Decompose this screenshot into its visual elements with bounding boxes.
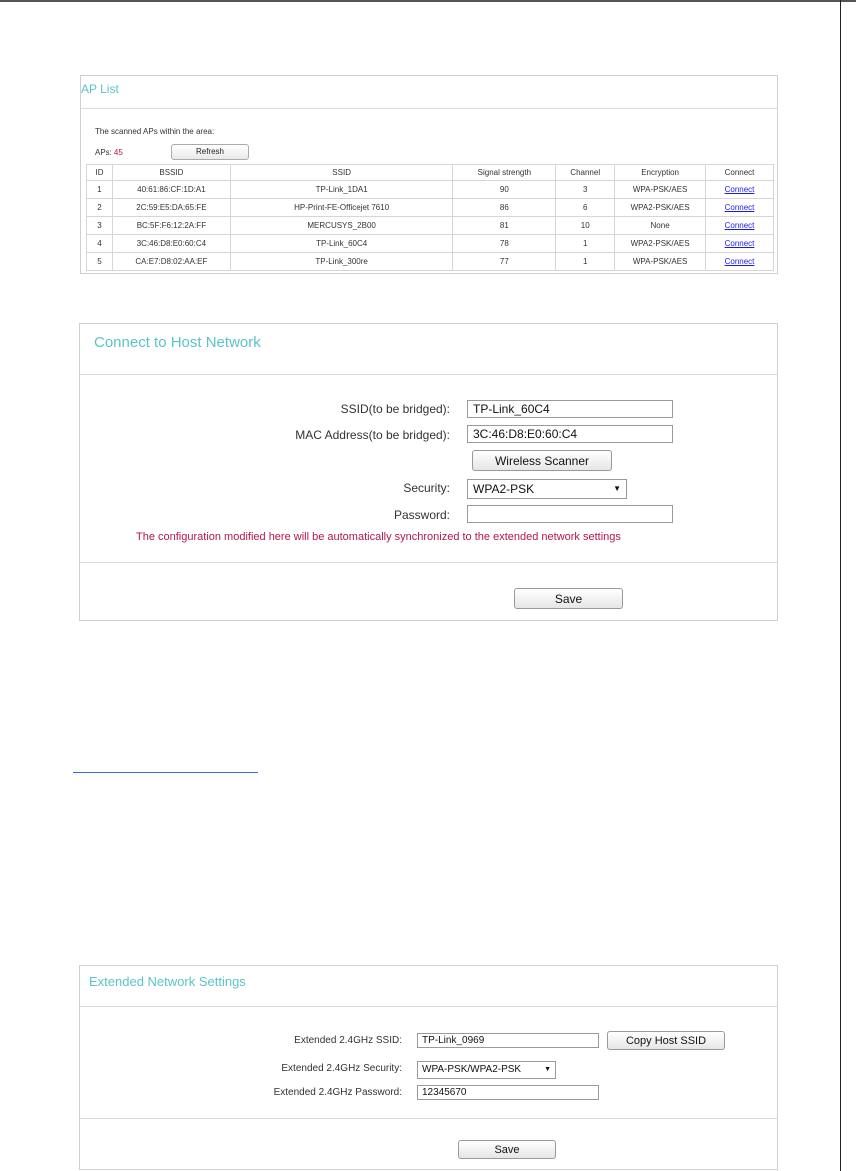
- security-select-value: WPA2-PSK: [473, 482, 535, 496]
- host-network-panel: [79, 323, 778, 621]
- extended-ssid-label: Extended 2.4GHz SSID:: [294, 1035, 402, 1046]
- password-input[interactable]: [467, 505, 673, 523]
- cell-channel: 1: [556, 253, 615, 271]
- extended-network-title: Extended Network Settings: [89, 974, 246, 989]
- cell-encryption: WPA-PSK/AES: [615, 181, 706, 199]
- ap-table: [86, 164, 774, 271]
- ap-list-note: The scanned APs within the area:: [95, 127, 215, 136]
- ap-count-label: APs:: [95, 148, 112, 157]
- cell-encryption: WPA2-PSK/AES: [615, 235, 706, 253]
- cell-channel: 3: [556, 181, 615, 199]
- cell-id: 2: [87, 199, 113, 217]
- sync-warning-text: The configuration modified here will be automatically synchronized to the extended network settings: [136, 531, 621, 543]
- cell-encryption: WPA-PSK/AES: [615, 253, 706, 271]
- table-row: [87, 235, 774, 253]
- cell-signal: 81: [453, 217, 556, 235]
- column-header: SSID: [230, 165, 453, 181]
- cell-signal: 78: [453, 235, 556, 253]
- extended-ssid-input[interactable]: TP-Link_0969: [417, 1033, 599, 1048]
- cell-id: 5: [87, 253, 113, 271]
- host-network-bottom-divider: [80, 562, 777, 563]
- table-row: [87, 199, 774, 217]
- cell-signal: 86: [453, 199, 556, 217]
- save-button[interactable]: Save: [514, 588, 623, 609]
- connect-link[interactable]: Connect: [724, 257, 755, 266]
- document-link-underline: [73, 772, 258, 773]
- refresh-button[interactable]: Refresh: [171, 144, 249, 160]
- cell-channel: 10: [556, 217, 615, 235]
- cell-ssid: MERCUSYS_2B00: [230, 217, 453, 235]
- connect-link[interactable]: Connect: [724, 185, 755, 194]
- cell-bssid: 3C:46:D8:E0:60:C4: [112, 235, 230, 253]
- table-row: [87, 181, 774, 199]
- cell-connect: [706, 199, 774, 217]
- connect-link[interactable]: Connect: [724, 239, 755, 248]
- cell-id: 1: [87, 181, 113, 199]
- ssid-input[interactable]: TP-Link_60C4: [467, 400, 673, 418]
- cell-id: 3: [87, 217, 113, 235]
- wireless-scanner-button[interactable]: Wireless Scanner: [472, 450, 612, 471]
- cell-bssid: BC:5F:F6:12:2A:FF: [112, 217, 230, 235]
- column-header: ID: [87, 165, 113, 181]
- column-header: Encryption: [615, 165, 706, 181]
- cell-channel: 1: [556, 235, 615, 253]
- cell-connect: [706, 217, 774, 235]
- chevron-down-icon: ▼: [544, 1066, 551, 1073]
- mac-address-input[interactable]: 3C:46:D8:E0:60:C4: [467, 425, 673, 443]
- password-label: Password:: [393, 508, 450, 522]
- cell-bssid: 40:61:86:CF:1D:A1: [112, 181, 230, 199]
- table-row: [87, 253, 774, 271]
- host-network-top-divider: [80, 374, 777, 375]
- host-network-title: Connect to Host Network: [94, 334, 261, 351]
- ap-table-header: [87, 165, 774, 181]
- mac-address-label: MAC Address(to be bridged):: [295, 428, 450, 442]
- cell-id: 4: [87, 235, 113, 253]
- cell-connect: [706, 253, 774, 271]
- ap-count: [95, 148, 123, 157]
- column-header: Connect: [706, 165, 774, 181]
- cell-signal: 77: [453, 253, 556, 271]
- page-right-rule: [840, 0, 841, 1171]
- extended-save-button[interactable]: Save: [458, 1140, 556, 1159]
- extended-password-input[interactable]: 12345670: [417, 1085, 599, 1100]
- chevron-down-icon: ▼: [613, 484, 621, 493]
- column-header: Channel: [556, 165, 615, 181]
- cell-encryption: None: [615, 217, 706, 235]
- connect-link[interactable]: Connect: [724, 203, 755, 212]
- column-header: Signal strength: [453, 165, 556, 181]
- extended-network-top-divider: [80, 1006, 777, 1007]
- cell-bssid: CA:E7:D8:02:AA:EF: [112, 253, 230, 271]
- cell-encryption: WPA2-PSK/AES: [615, 199, 706, 217]
- extended-security-label: Extended 2.4GHz Security:: [281, 1063, 402, 1074]
- table-row: [87, 217, 774, 235]
- extended-password-label: Extended 2.4GHz Password:: [273, 1087, 402, 1098]
- ap-list-title: AP List: [81, 82, 119, 96]
- cell-signal: 90: [453, 181, 556, 199]
- cell-connect: [706, 235, 774, 253]
- ssid-label: SSID(to be bridged):: [340, 402, 450, 416]
- cell-ssid: HP-Print-FE-Officejet 7610: [230, 199, 453, 217]
- cell-bssid: 2C:59:E5:DA:65:FE: [112, 199, 230, 217]
- copy-host-ssid-button[interactable]: Copy Host SSID: [607, 1031, 725, 1050]
- ap-count-value: 45: [113, 148, 123, 157]
- page-top-rule: [0, 0, 856, 2]
- extended-security-select[interactable]: [417, 1061, 556, 1079]
- cell-connect: [706, 181, 774, 199]
- extended-security-select-value: WPA-PSK/WPA2-PSK: [422, 1064, 522, 1075]
- extended-network-bottom-divider: [80, 1118, 777, 1119]
- cell-ssid: TP-Link_300re: [230, 253, 453, 271]
- ap-list-panel: [80, 75, 778, 274]
- cell-ssid: TP-Link_1DA1: [230, 181, 453, 199]
- security-select[interactable]: [467, 479, 627, 499]
- cell-channel: 6: [556, 199, 615, 217]
- extended-network-panel: [79, 965, 778, 1170]
- security-label: Security:: [403, 481, 450, 495]
- column-header: BSSID: [112, 165, 230, 181]
- connect-link[interactable]: Connect: [724, 221, 755, 230]
- cell-ssid: TP-Link_60C4: [230, 235, 453, 253]
- ap-list-divider: [81, 108, 777, 109]
